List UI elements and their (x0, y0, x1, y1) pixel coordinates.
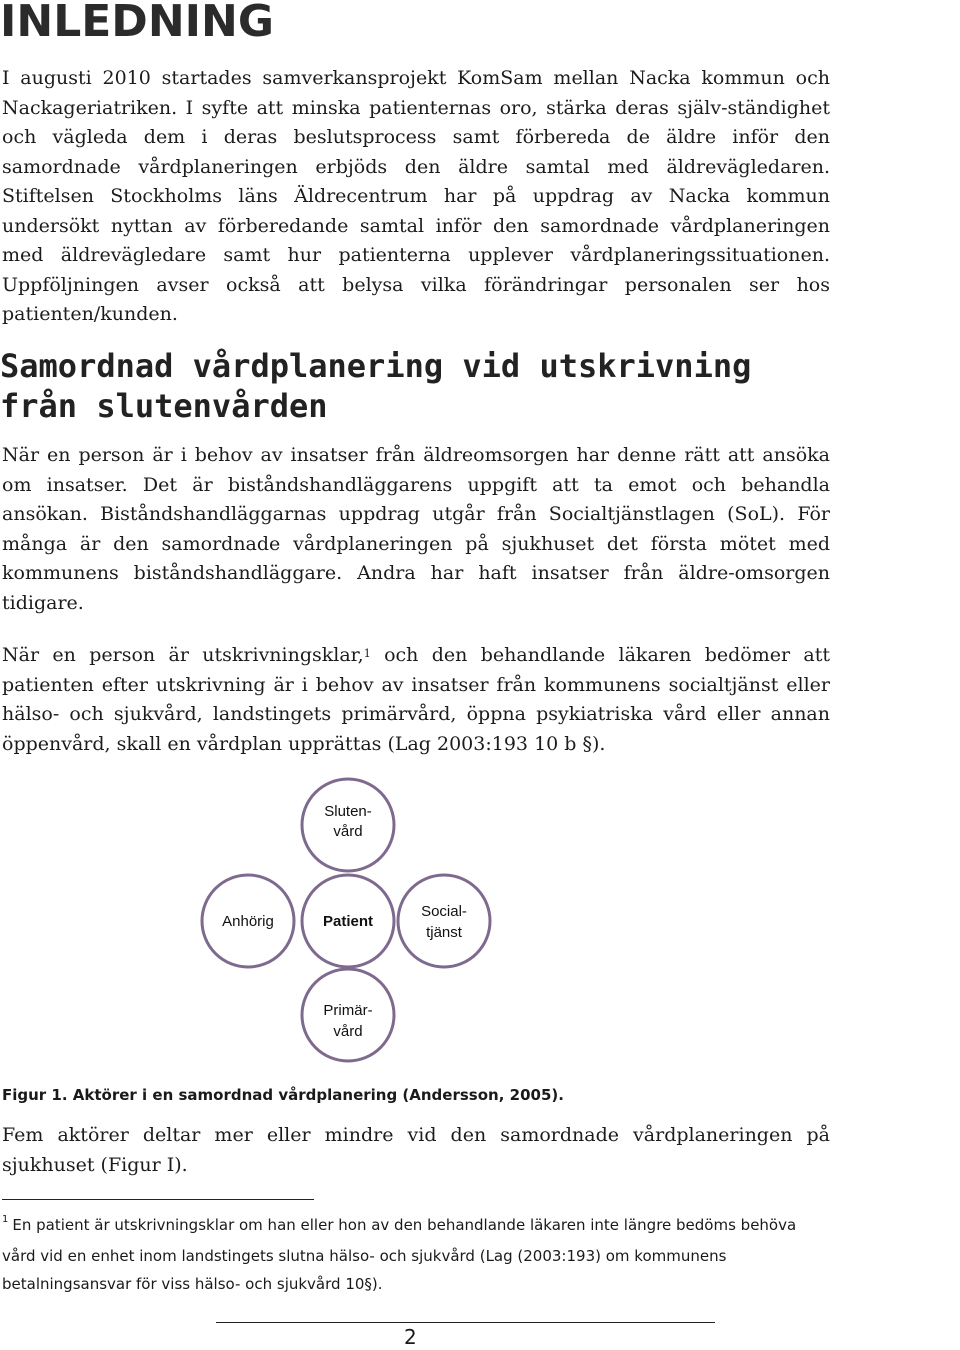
footnote-separator (2, 1199, 314, 1200)
diagram-node-patient (302, 875, 394, 967)
footnote (2, 1211, 802, 1298)
figure-paragraph: Fem aktörer deltar mer eller mindre vid den samordnade vårdplaneringen på sjukhuset (Figur I). (2, 1124, 830, 1176)
page-number: 2 (404, 1325, 417, 1349)
node-label-patient: Patient (322, 913, 374, 930)
node-label-socialtjanst-line1: Social- (421, 903, 467, 920)
intro-paragraph: I augusti 2010 startades samverkansprojekt KomSam mellan Nacka kommun och Nackageriatriken. I syfte att minska patienternas oro, stärka deras själv-ständighet och vägleda dem i deras beslutsprocess samt förbereda de äldre inför den samordnade vårdplaneringen erbjöds den äldre samtal med äldrevägledaren. Stiftelsen Stockholms läns Äldrecentrum har på uppdrag av Nacka kommun undersökt nyttan av förberedande samtal inför den samordnade vårdplaneringen med äldrevägledare samt hur patienterna upplever vårdplaneringssituationen. Uppföljningen avser också att belysa vilka förändringar personalen ser hos patienten/kunden. (2, 67, 830, 325)
node-label-slutenvard-line2: vård (333, 823, 363, 840)
diagram-node-socialtjanst (398, 875, 490, 967)
section-heading: Samordnad vårdplanering vid utskrivning från slutenvården (0, 347, 752, 425)
footnote-reference[interactable]: 1 (363, 647, 371, 660)
footnote-text: En patient är utskrivningsklar om han eller hon av den behandlande läkaren inte längre bedöms behöva vård vid en enhet inom landstingets slutna hälso- och sjukvård (Lag (2003:193) om kommunens betalningsansvar för viss hälso- och sjukvård 10§). (2, 1216, 797, 1293)
paragraph-2-text-start: När en person är utskrivningsklar, (2, 644, 364, 666)
diagram-node-anhorig (202, 875, 294, 967)
diagram-node-slutenvard (302, 779, 394, 871)
node-label-socialtjanst-line2: tjänst (426, 924, 462, 941)
node-label-slutenvard-line1: Sluten- (324, 803, 372, 820)
diagram-node-primarvard (302, 969, 394, 1061)
figure-caption: Figur 1. Aktörer i en samordnad vårdplanering (Andersson, 2005). (2, 1086, 564, 1104)
paragraph-2-text-end: och den behandlande läkaren bedömer att patienten efter utskrivning är i behov av insatser från kommunens socialtjänst eller hälso- och sjukvård, landstingets primärvård, öppna psykiatriska vård eller annan öppenvård, skall en vårdplan upprättas (Lag 2003:193 10 b §). (2, 644, 830, 755)
node-label-anhorig: Anhörig (222, 913, 274, 930)
page-heading: INLEDNING (0, 0, 274, 47)
node-label-primarvard-line2: vård (333, 1023, 363, 1040)
footer-rule (216, 1322, 715, 1323)
footnote-mark: 1 (2, 1214, 9, 1225)
node-label-primarvard-line1: Primär- (323, 1002, 373, 1019)
section-paragraph-1: När en person är i behov av insatser från äldreomsorgen har denne rätt att ansöka om insatser. Det är biståndshandläggarens uppgift att ta emot och behandla ansökan. Biståndshandläggarnas uppdrag utgår från Socialtjänstlagen (SoL). För många är den samordnade vårdplaneringen på sjukhuset det första mötet med kommunens biståndshandläggare. Andra har haft insatser från äldre-omsorgen tidigare. (2, 444, 830, 614)
